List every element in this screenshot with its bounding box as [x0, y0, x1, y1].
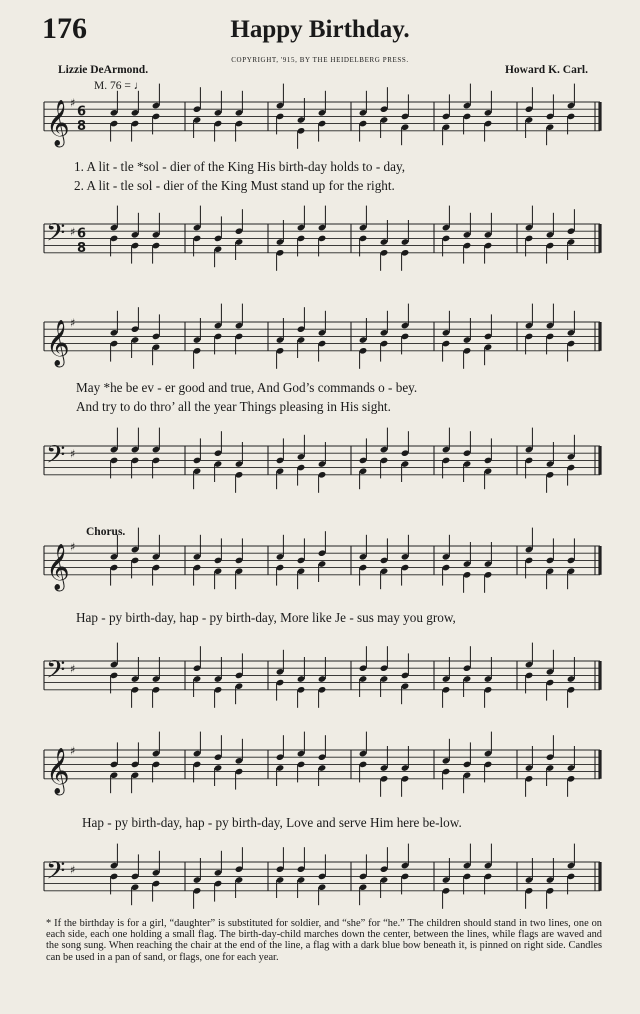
chorus-line-1: Hap - py birth-day, hap - py birth-day, More like Je - sus may you grow,	[76, 610, 456, 625]
svg-text:6: 6	[77, 226, 87, 242]
sharp-icon: ♯	[70, 447, 76, 461]
treble-clef-icon: 𝄞	[46, 543, 70, 590]
verse-1-line-2: May *he be ev - er good and true, And God’s commands o - bey.	[76, 380, 418, 395]
lyricist-credit: Lizzie DeArmond.	[58, 64, 149, 76]
footnote: * If the birthday is for a girl, “daughter” is substituted for soldier, and “she” for “he.” The children should stand in two lines, one on each side, each one holding a small flag. The birth-day-child marches down the center, between the lines, while flags are waved and the song sung. When reaching the chair at the end of the line, a flag with a dark blue bow beneath it, is pinned on right side. Candles can be used in a pan of sand, or flags, one for each year.	[46, 918, 602, 963]
bass-staff	[0, 218, 640, 288]
sharp-icon: ♯	[70, 662, 76, 676]
chorus-label: Chorus.	[86, 526, 126, 538]
bass-clef-icon: 𝄢	[46, 655, 66, 691]
sharp-icon: ♯	[70, 540, 76, 554]
treble-clef-icon: 𝄞	[46, 747, 70, 794]
sharp-icon: ♯	[70, 225, 76, 239]
treble-staff	[0, 540, 640, 610]
svg-text:8: 8	[77, 240, 87, 256]
treble-staff	[0, 96, 640, 166]
hymn-number: 176	[42, 12, 87, 45]
verse-2-line-1: 2. A lit - tle sol - dier of the King Must stand up for the right.	[74, 178, 395, 193]
composer-credit: Howard K. Carl.	[504, 64, 588, 76]
verse-1-line-1: 1. A lit - tle *sol - dier of the King His birth-day holds to - day,	[74, 159, 405, 174]
bass-staff	[0, 655, 640, 725]
bass-clef-icon: 𝄢	[46, 218, 66, 254]
hymn-title: Happy Birthday.	[230, 16, 410, 43]
sharp-icon: ♯	[70, 96, 76, 110]
treble-staff	[0, 744, 640, 814]
treble-clef-icon: 𝄞	[46, 319, 70, 366]
verse-2-line-2: And try to do thro’ all the year Things pleasing in His sight.	[76, 399, 391, 414]
bass-staff	[0, 440, 640, 510]
bass-clef-icon: 𝄢	[46, 856, 66, 892]
treble-staff	[0, 316, 640, 386]
sharp-icon: ♯	[70, 863, 76, 877]
svg-text:8: 8	[77, 118, 87, 134]
bass-staff	[0, 856, 640, 926]
tempo-marking: M. 76 = ♩	[94, 80, 146, 92]
copyright-notice: COPYRIGHT, '915, BY THE HEIDELBERG PRESS.	[231, 56, 409, 64]
treble-clef-icon: 𝄞	[46, 99, 70, 146]
bass-clef-icon: 𝄢	[46, 440, 66, 476]
svg-text:6: 6	[77, 104, 87, 120]
chorus-line-2: Hap - py birth-day, hap - py birth-day, Love and serve Him here be-low.	[82, 815, 462, 830]
sharp-icon: ♯	[70, 744, 76, 758]
sharp-icon: ♯	[70, 316, 76, 330]
